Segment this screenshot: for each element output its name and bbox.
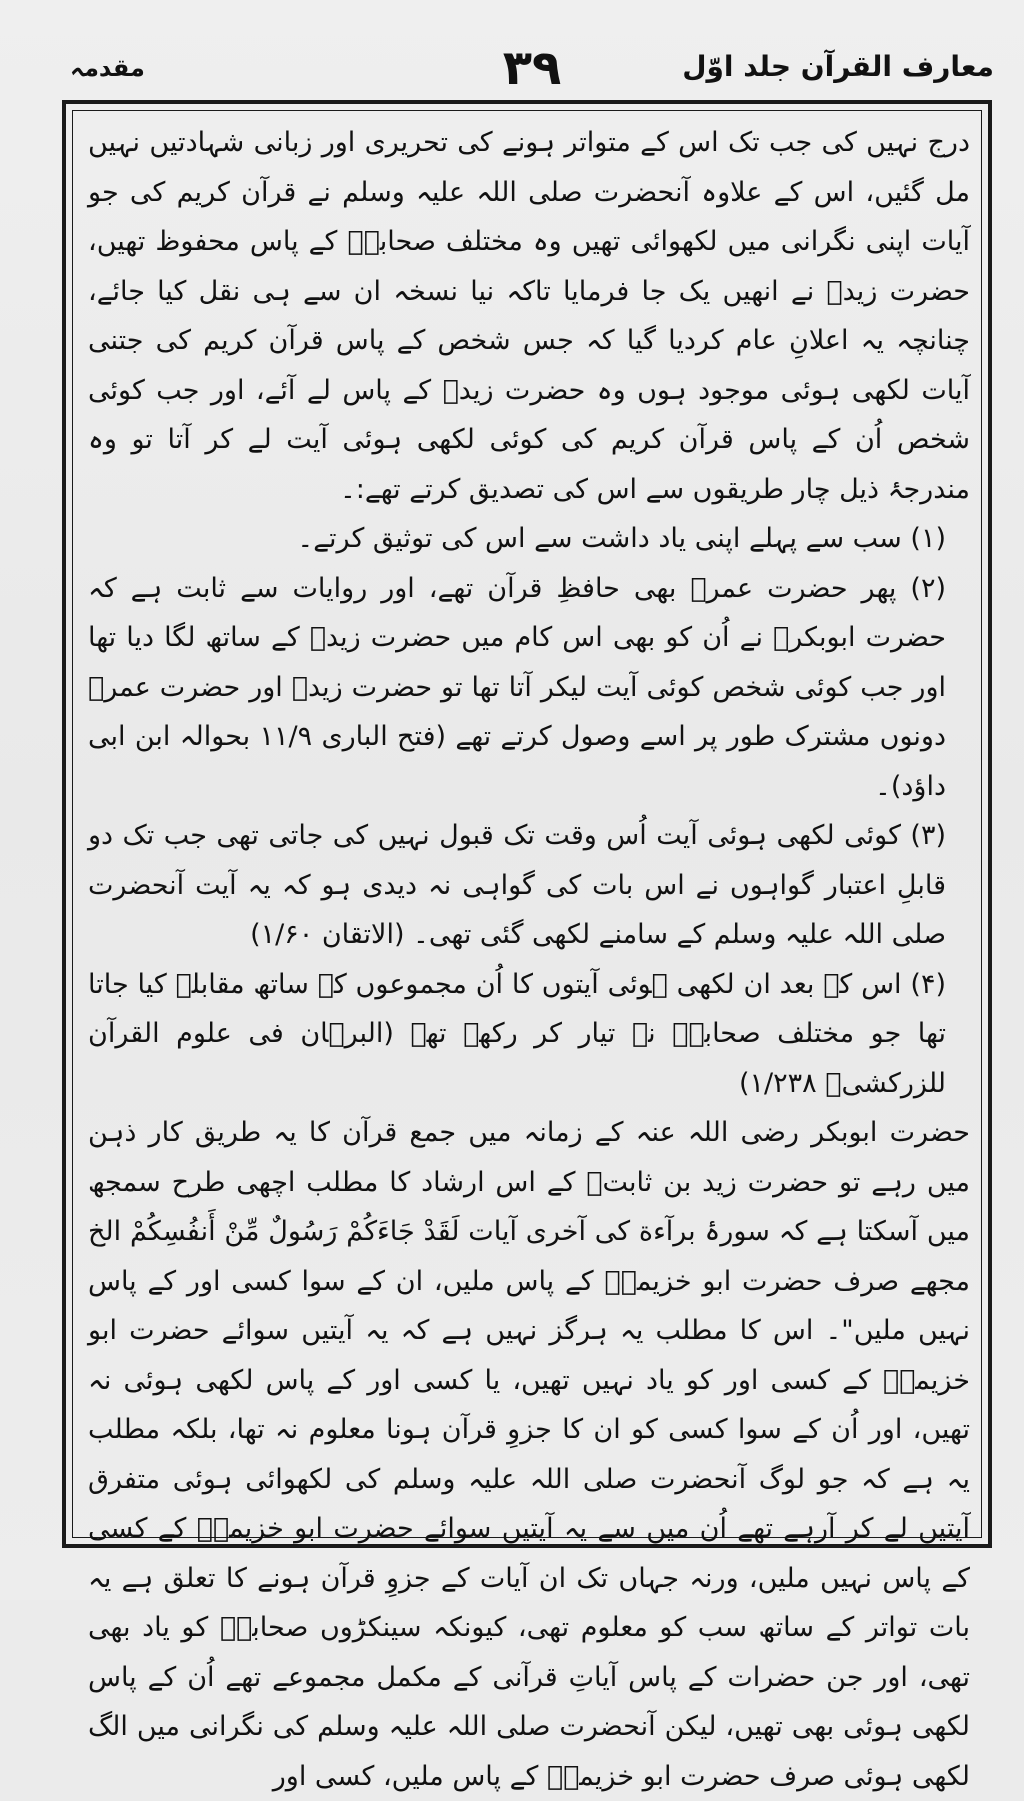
- page-number: ۳۹: [502, 40, 562, 96]
- page-body: [88, 118, 970, 1792]
- section-title: مقدمہ: [70, 54, 145, 82]
- paragraph-method-4: (۴) اس کے بعد ان لکھی ہوئی آیتوں کا اُن مجموعوں کے ساتھ مقابلہ کیا جاتا تھا جو مختلف صحابہؓ نے تیار کر رکھے تھے (البرہان فی علوم القرآن للزرکشیؒ ۱/۲۳۸): [88, 968, 946, 1099]
- paragraph-method-1: (۱) سب سے پہلے اپنی یاد داشت سے اس کی توثیق کرتے۔: [297, 523, 946, 554]
- page-header: [70, 40, 994, 100]
- book-title: معارف القرآن جلد اوّل: [682, 50, 994, 83]
- paragraph-intro: درج نہیں کی جب تک اس کے متواتر ہونے کی تحریری اور زبانی شہادتیں نہیں مل گئیں، اس کے علاوہ آنحضرت صلی اللہ علیہ وسلم نے قرآن کریم کی جو آیات اپنی نگرانی میں لکھوائی تھیں وہ مختلف صحابہؓ کے پاس محفوظ تھیں، حضرت زیدؓ نے انھیں یک جا فرمایا تاکہ نیا نسخہ ان سے ہی نقل کیا جائے، چنانچہ یہ اعلانِ عام کردیا گیا کہ جس شخص کے پاس قرآن کریم کی جتنی آیات لکھی ہوئی موجود ہوں وہ حضرت زیدؓ کے پاس لے آئے، اور جب کوئی شخص اُن کے پاس قرآن کریم کی کوئی لکھی ہوئی آیت لے کر آتا تو وہ مندرجۂ ذیل چار طریقوں سے اس کی تصدیق کرتے تھے:۔: [88, 127, 970, 505]
- paragraph-method-2: (۲) پھر حضرت عمرؓ بھی حافظِ قرآن تھے، اور روایات سے ثابت ہے کہ حضرت ابوبکرؓ نے اُن کو بھی اس کام میں حضرت زیدؓ کے ساتھ لگا دیا تھا اور جب کوئی شخص کوئی آیت لیکر آتا تھا تو حضرت زیدؓ اور حضرت عمرؓ دونوں مشترک طور پر اسے وصول کرتے تھے (فتح الباری ۱۱/۹ بحوالہ ابن ابی داؤد)۔: [88, 572, 946, 802]
- paragraph-discussion: حضرت ابوبکر رضی اللہ عنہ کے زمانہ میں جمع قرآن کا یہ طریق کار ذہن میں رہے تو حضرت زید بن ثابتؓ کے اس ارشاد کا مطلب اچھی طرح سمجھ میں آسکتا ہے کہ سورۂ برآءة کی آخری آیات لَقَدْ جَاءَكُمْ رَسُولٌ مِّنْ أَنفُسِكُمْ الخ مجھے صرف حضرت ابو خزیمہؓ کے پاس ملیں، ان کے سوا کسی اور کے پاس نہیں ملیں"۔ اس کا مطلب یہ ہرگز نہیں ہے کہ یہ آیتیں سوائے حضرت ابو خزیمہؓ کے کسی اور کو یاد نہیں تھیں، یا کسی اور کے پاس لکھی ہوئی نہ تھیں، اور اُن کے سوا کسی کو ان کا جزوِ قرآن ہونا معلوم نہ تھا، بلکہ مطلب یہ ہے کہ جو لوگ آنحضرت صلی اللہ علیہ وسلم کی لکھوائی ہوئی متفرق آیتیں لے کر آرہے تھے اُن میں سے یہ آیتیں سوائے حضرت ابو خزیمہؓ کے کسی کے پاس نہیں ملیں، ورنہ جہاں تک ان آیات کے جزوِ قرآن ہونے کا تعلق ہے یہ بات تواتر کے ساتھ سب کو معلوم تھی، کیونکہ سینکڑوں صحابہؓ کو یاد بھی تھی، اور جن حضرات کے پاس آیاتِ قرآنی کے مکمل مجموعے تھے اُن کے پاس لکھی ہوئی بھی تھیں، لیکن آنحضرت صلی اللہ علیہ وسلم کی نگرانی میں الگ لکھی ہوئی صرف حضرت ابو خزیمہؓ کے پاس ملیں، کسی اور: [88, 1117, 970, 1792]
- paragraph-method-3: (۳) کوئی لکھی ہوئی آیت اُس وقت تک قبول نہیں کی جاتی تھی جب تک دو قابلِ اعتبار گواہوں نے اس بات کی گواہی نہ دیدی ہو کہ یہ آیت آنحضرت صلی اللہ علیہ وسلم کے سامنے لکھی گئی تھی۔ (الاتقان ۱/۶۰): [88, 820, 946, 950]
